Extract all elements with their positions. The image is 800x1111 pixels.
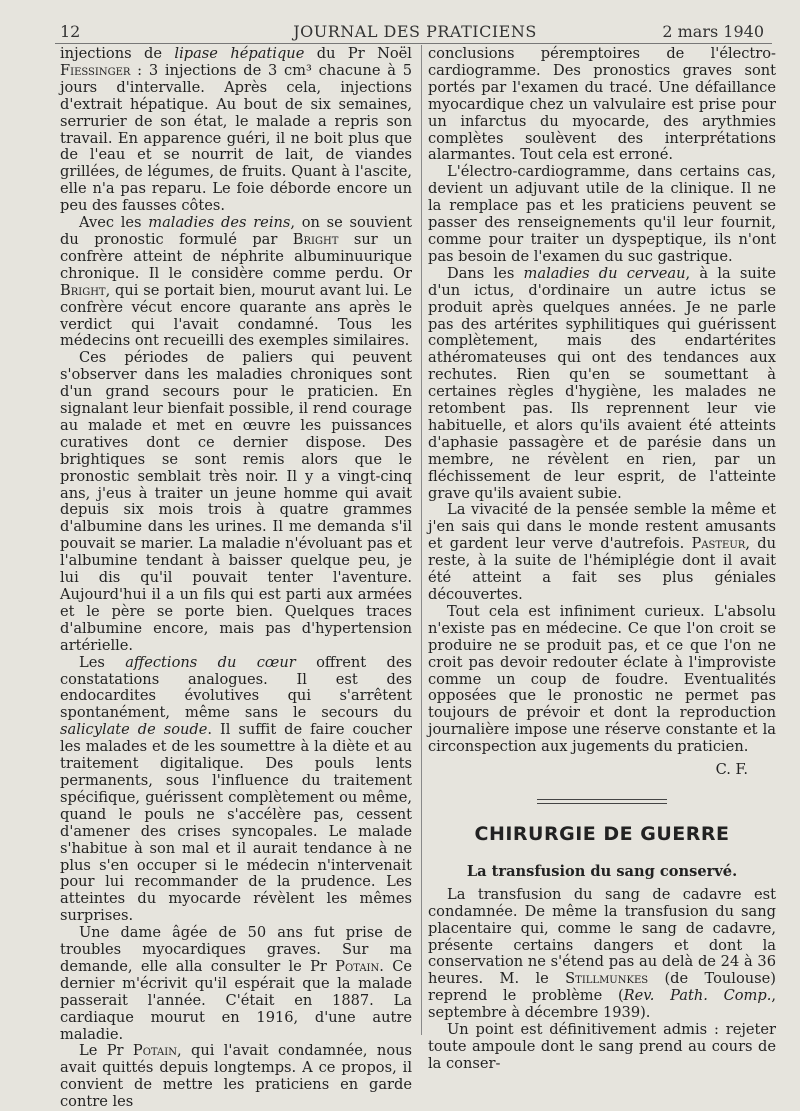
author-signature: C. F.	[715, 761, 748, 779]
paragraph: Ces périodes de paliers qui peuvent s'observer dans les maladies chroniques sont d'un grand secours pour le praticien. En signalant leur bienfait possible, il rend courage au malade et met en œuvre les puissances curatives dont ce dernier dispose. Des brightiques se sont remis alors que le pronostic semblait très noir. Il y a vingt-cinq ans, j'eus à traiter un jeune homme qui avait depuis six mois trois à quatre grammes d'albumine dans les urines. Il me demanda s'il pouvait se marier. La maladie n'évoluant pas et l'albumine tendant à baisser quelque peu, je lui dis qu'il pouvait tenter l'aventure. Aujourd'hui il a un fils qui est parti aux armées et le père se porte bien. Quelques traces d'albumine encore, mais pas d'hypertension artérielle.	[60, 349, 412, 654]
column-divider	[421, 45, 422, 1035]
paragraph: Les affections du cœur offrent des constatations analogues. Il est des endocardites évolutives qui s'arrêtent spontanément, même sans le secours du salicylate de soude. Il suffit de faire coucher les malades et de les soumettre à la diète et au traitement digitalique. Des pouls lents permanents, sous l'influence du traitement spécifique, guérissent complètement ou même, quand le pouls ne s'accélère pas, cessent d'amener des crises syncopales. Le malade s'habitue à son mal et il aurait tendance à ne plus s'en occuper si le médecin n'intervenait pour lui recommander de la prudence. Les atteintes du myocarde révèlent les mêmes surprises.	[60, 653, 412, 925]
paragraph: injections de lipase hépatique du Pr Noël Fiessinger : 3 injections de 3 cm³ chacune à 5 jours d'intervalle. Après cela, injections d'extrait hépatique. Au bout de six semaines, serrurier de son état, le malade a repris son travail. En apparence guéri, il ne boit plus que de l'eau et se nourrit de lait, de viandes grillées, de légumes, de fruits. Quant à l'ascite, elle n'a pas reparu. Le foie déborde encore un peu des fausses côtes.	[60, 45, 412, 215]
section-title: CHIRURGIE DE GUERRE	[474, 822, 730, 845]
paragraph: Un point est définitivement admis : rejeter toute ampoule dont le sang prend au cours de la conser-	[428, 1021, 776, 1072]
issue-date: 2 mars 1940	[662, 22, 764, 41]
left-column	[60, 46, 412, 1111]
section-divider	[537, 799, 667, 804]
header-rule	[55, 43, 772, 44]
paragraph: Le Pr Potain, qui l'avait condamnée, nous avait quittés depuis longtemps. A ce propos, il convient de mettre les praticiens en garde contre les	[60, 1042, 413, 1111]
paragraph: L'électro-cardiogramme, dans certains cas, devient un adjuvant utile de la clinique. Il ne la remplace pas et les praticiens peuvent se passer des renseignements qu'il leur fournit, comme pour traiter un dyspeptique, ils n'ont pas besoin de l'examen du suc gastrique.	[428, 163, 776, 265]
right-column	[428, 46, 776, 1073]
page-number: 12	[60, 22, 81, 41]
paragraph: La transfusion du sang de cadavre est condamnée. De même la transfusion du sang placentaire qui, comme le sang de cadavre, présente certains dangers et dont la conservation ne s'étend pas au delà de 24 à 36 heures. M. le Stillmunkes (de Toulouse) reprend le problème (Rev. Path. Comp., septembre à décembre 1939).	[428, 885, 776, 1022]
paragraph: La vivacité de la pensée semble la même et j'en sais qui dans le monde restent amusants et gardent leur verve d'autrefois. Pasteur, du reste, à la suite de l'hémiplégie dont il avait été atteint a fait ses plus géniales découvertes.	[428, 501, 776, 603]
paragraph: Une dame âgée de 50 ans fut prise de troubles myocardiques graves. Sur ma demande, elle alla consulter le Pr Potain. Ce dernier m'écrivit qu'il espérait que la malade passerait l'année. C'était en 1887. La cardiaque mourut en 1916, d'une autre maladie.	[60, 924, 412, 1043]
paragraph: Avec les maladies des reins, on se souvient du pronostic formulé par Bright sur un confrère atteint de néphrite albuminuurique chronique. Il le considère comme perdu. Or Bright, qui se portait bien, mourut avant lui. Le confrère vécut encore quarante ans après le verdict qui l'avait condamné. Tous les médecins ont recueilli des exemples similaires.	[60, 214, 412, 350]
paragraph: conclusions péremptoires de l'électro-cardiogramme. Des pronostics graves sont portés par l'examen du tracé. Une défaillance myocardique chez un valvulaire est prise pour un infarctus du myocarde, des arythmies complètes soulèvent des interprétations alarmantes. Tout cela est erroné.	[428, 45, 776, 164]
page-header	[60, 18, 770, 44]
article-subtitle: La transfusion du sang conservé.	[466, 862, 738, 880]
paragraph: Dans les maladies du cerveau, à la suite d'un ictus, d'ordinaire un autre ictus se produit après quelques années. Je ne parle pas des artérites syphilitiques qui guérissent complètement, mais des endartérites athéromateuses qui ont des tendances aux rechutes. Rien qu'en se soumettant à certaines règles d'hygiène, les malades ne retombent pas. Ils reprennent leur vie habituelle, et alors qu'ils avaient été atteints d'aphasie passagère et de parésie dans un membre, ne révèlent en rien, par un fléchissement de leur esprit, de l'atteinte grave qu'ils avaient subie.	[428, 264, 776, 502]
paragraph: Tout cela est infiniment curieux. L'absolu n'existe pas en médecine. Ce que l'on croit se produire ne se produit pas, et ce que l'on ne croit pas devoir redouter éclate à l'improviste comme un coup de foudre. Eventualités opposées que le pronostic ne permet pas toujours de prévoir et dont la reproduction journalière impose une réserve constante et la circonspection aux jugements du praticien.	[428, 602, 776, 756]
journal-title: JOURNAL DES PRATICIENS	[293, 22, 537, 41]
